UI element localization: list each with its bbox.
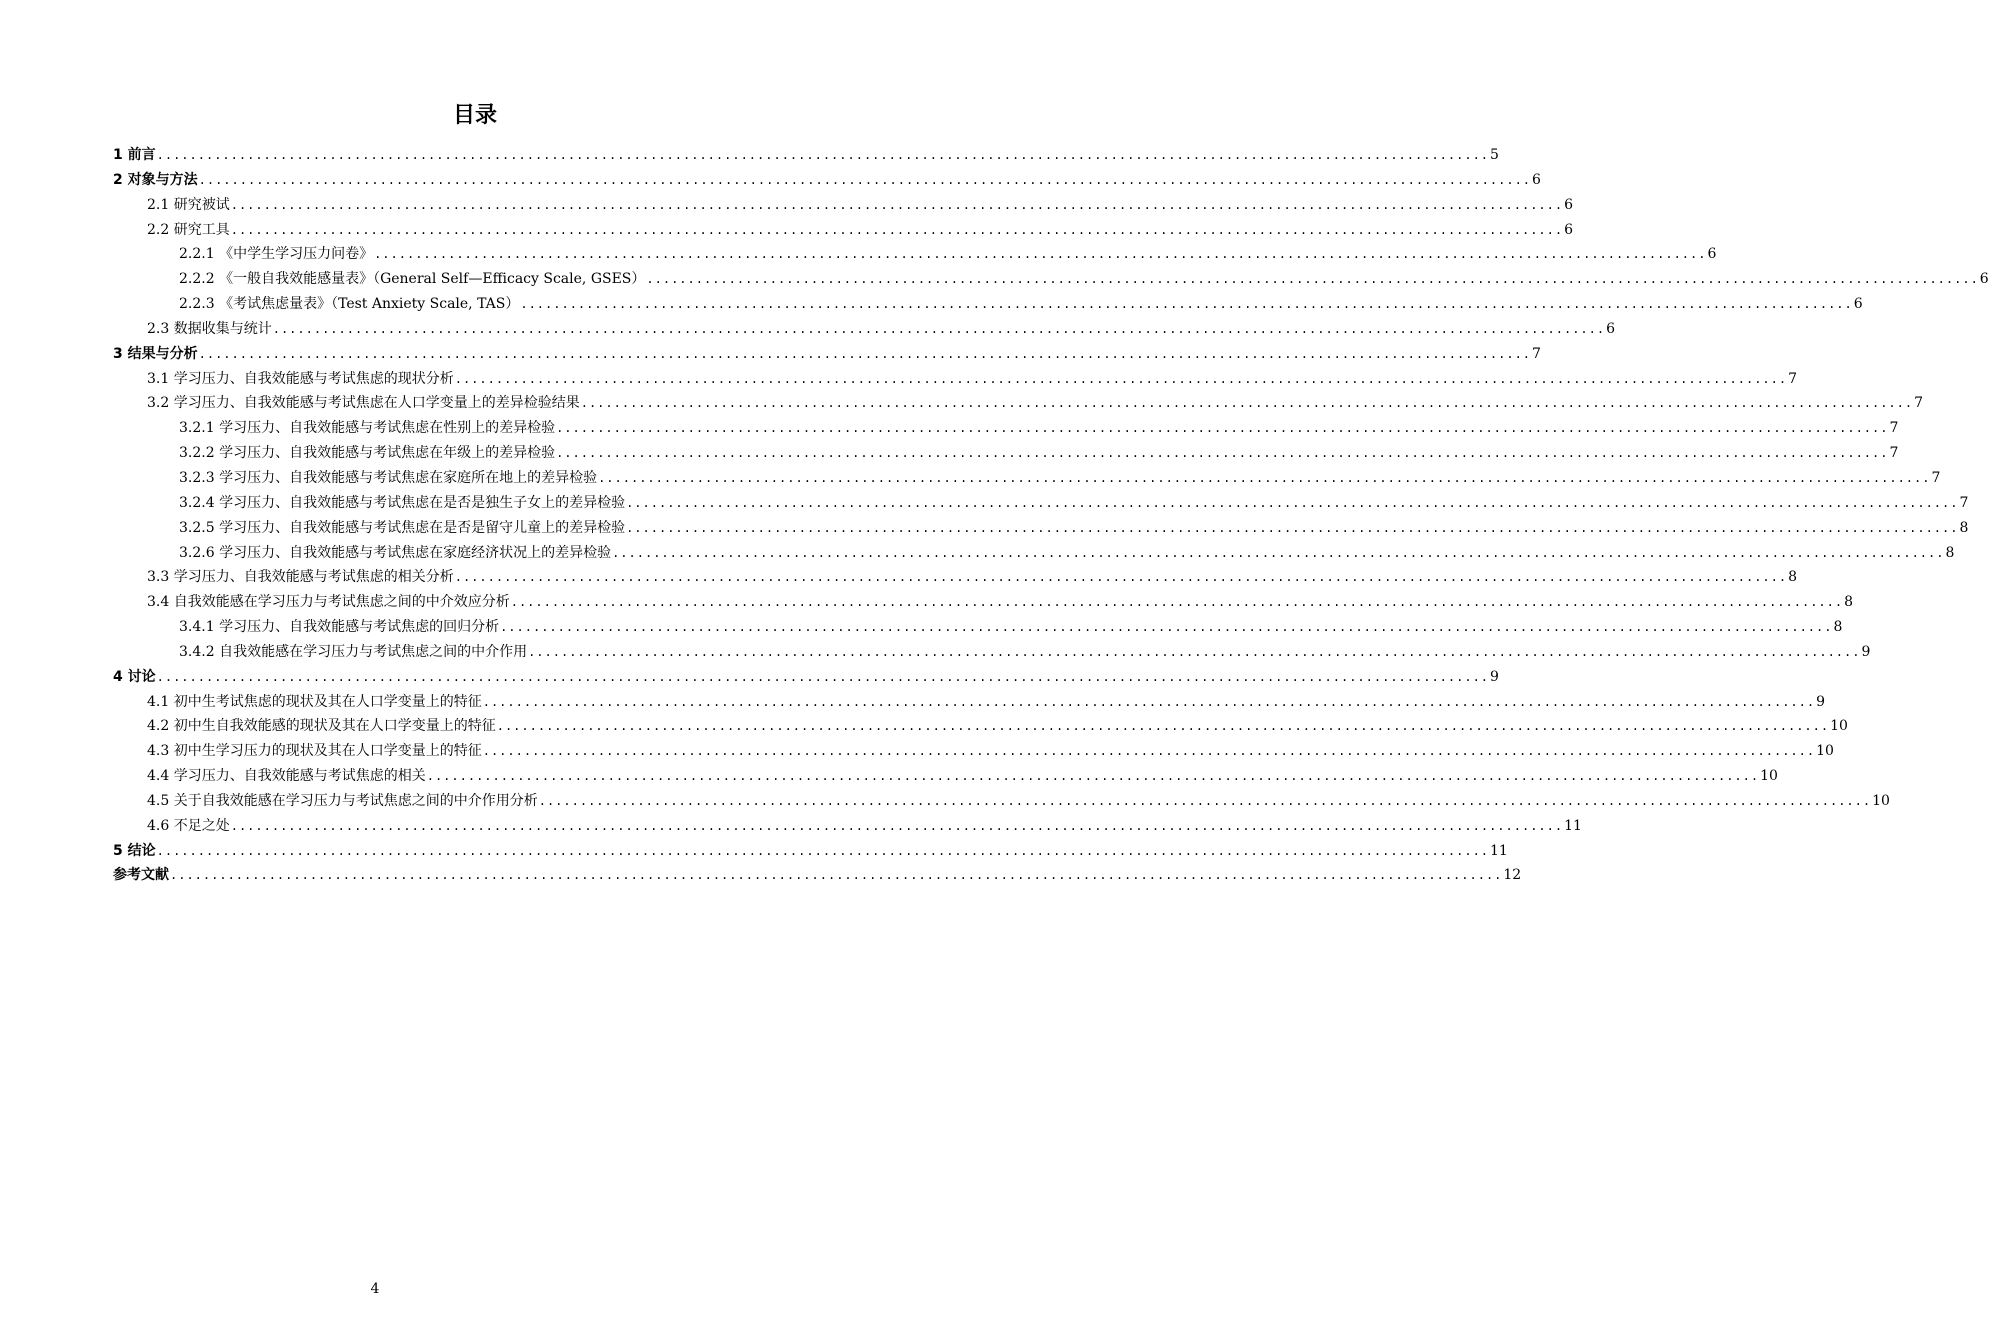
toc-entry-page: 10: [1872, 792, 1890, 809]
toc-entry[interactable]: [113, 242, 1717, 267]
toc-entry[interactable]: [113, 789, 1890, 814]
toc-dot-leader: ..................................................................................................................................................................: [230, 818, 1564, 833]
toc-dot-leader: ..................................................................................................................................................................: [626, 520, 1959, 535]
toc-dot-leader: ..................................................................................................................................................................: [482, 744, 1816, 759]
toc-entry-page: 7: [1931, 469, 1941, 486]
toc-entry-page: 10: [1830, 718, 1848, 735]
toc-entry-title: 3.4 自我效能感在学习压力与考试焦虑之间的中介效应分析: [147, 594, 510, 611]
toc-dot-leader: ..................................................................................................................................................................: [482, 694, 1816, 709]
toc-entry[interactable]: [113, 193, 1574, 218]
toc-entry[interactable]: [113, 143, 1499, 168]
toc-entry-title: 3.4.2 自我效能感在学习压力与考试焦虑之间的中介作用: [179, 643, 528, 660]
toc-entry[interactable]: [113, 615, 1843, 640]
page-number: 4: [370, 1281, 380, 1297]
toc-entry[interactable]: [113, 218, 1574, 243]
toc-dot-leader: ..................................................................................................................................................................: [646, 272, 1979, 287]
toc-dot-leader: ..................................................................................................................................................................: [454, 371, 1788, 386]
toc-entry-title: 3.2.6 学习压力、自我效能感与考试焦虑在家庭经济状况上的差异检验: [179, 544, 612, 561]
toc-entry[interactable]: [113, 516, 1969, 541]
toc-entry-title: 3.2.3 学习压力、自我效能感与考试焦虑在家庭所在地上的差异检验: [179, 469, 598, 486]
toc-entry-page: 9: [1490, 668, 1499, 685]
toc-dot-leader: ..................................................................................................................................................................: [230, 197, 1564, 212]
toc-entry[interactable]: [113, 267, 1989, 292]
toc-entry[interactable]: [113, 292, 1863, 317]
toc-entry-page: 7: [1889, 420, 1899, 437]
toc-entry[interactable]: [113, 367, 1798, 392]
toc-dot-leader: ..................................................................................................................................................................: [496, 719, 1830, 734]
toc-entry-page: 7: [1914, 395, 1924, 412]
toc-dot-leader: ..................................................................................................................................................................: [556, 446, 1889, 461]
toc-entry-title: 3.1 学习压力、自我效能感与考试焦虑的现状分析: [147, 370, 454, 387]
toc-entry[interactable]: [113, 391, 1924, 416]
toc-entry[interactable]: [113, 317, 1616, 342]
toc-dot-leader: ..................................................................................................................................................................: [538, 793, 1872, 808]
toc-entry[interactable]: [113, 541, 1955, 566]
toc-entry-page: 7: [1788, 370, 1798, 387]
toc-entry-title: 3.2.5 学习压力、自我效能感与考试焦虑在是否是留守儿童上的差异检验: [179, 519, 626, 536]
toc-entry-title: 2.2.3 《考试焦虑量表》（Test Anxiety Scale, TAS）: [179, 296, 520, 313]
toc-entry-page: 9: [1861, 643, 1871, 660]
toc-entry-page: 6: [1707, 246, 1717, 263]
toc-entry[interactable]: [113, 168, 1541, 193]
toc-dot-leader: ..................................................................................................................................................................: [454, 570, 1788, 585]
toc-dot-leader: ..................................................................................................................................................................: [580, 396, 1914, 411]
toc-entry-title: 4.6 不足之处: [147, 817, 230, 834]
toc-entry[interactable]: [113, 491, 1969, 516]
toc-entry-title: 4.5 关于自我效能感在学习压力与考试焦虑之间的中介作用分析: [147, 792, 538, 809]
toc-entry[interactable]: [113, 863, 1522, 888]
toc-entry-page: 7: [1532, 345, 1541, 362]
toc-entry[interactable]: [113, 441, 1899, 466]
toc-dot-leader: ..................................................................................................................................................................: [156, 843, 1490, 858]
toc-entry-title: 3.2.1 学习压力、自我效能感与考试焦虑在性别上的差异检验: [179, 420, 556, 437]
toc-entry-title: 3.2.2 学习压力、自我效能感与考试焦虑在年级上的差异检验: [179, 445, 556, 462]
toc-entry[interactable]: [113, 739, 1834, 764]
toc-dot-leader: ..................................................................................................................................................................: [520, 297, 1853, 312]
toc-dot-leader: ..................................................................................................................................................................: [272, 321, 1606, 336]
toc-entry-title: 2.1 研究被试: [147, 196, 230, 213]
toc-entry-page: 6: [1564, 196, 1574, 213]
toc-dot-leader: ..................................................................................................................................................................: [556, 421, 1889, 436]
toc-entry-title: 3.4.1 学习压力、自我效能感与考试焦虑的回归分析: [179, 619, 500, 636]
toc-entry-title: 参考文献: [113, 867, 169, 884]
toc-dot-leader: ..................................................................................................................................................................: [500, 620, 1833, 635]
toc-entry-page: 11: [1564, 817, 1582, 834]
table-of-contents: [113, 143, 1989, 888]
toc-entry-page: 6: [1564, 221, 1574, 238]
toc-entry-title: 1 前言: [113, 147, 156, 163]
toc-entry-title: 2.2.1 《中学生学习压力问卷》: [179, 246, 374, 263]
toc-entry-title: 2 对象与方法: [113, 171, 198, 188]
toc-entry-title: 2.2.2 《一般自我效能感量表》（General Self—Efficacy Scale, GSES）: [179, 271, 646, 288]
page-title: 目录: [452, 103, 497, 128]
toc-entry-title: 4.3 初中生学习压力的现状及其在人口学变量上的特征: [147, 743, 482, 760]
toc-entry-page: 7: [1889, 445, 1899, 462]
toc-entry-title: 5 结论: [113, 842, 156, 859]
toc-entry-page: 11: [1490, 842, 1508, 859]
toc-entry-title: 3 结果与分析: [113, 345, 198, 362]
toc-entry[interactable]: [113, 342, 1541, 367]
toc-entry-page: 5: [1490, 147, 1499, 163]
toc-entry-page: 10: [1760, 768, 1778, 785]
toc-entry-page: 9: [1816, 693, 1826, 710]
toc-entry[interactable]: [113, 814, 1582, 839]
toc-entry[interactable]: [113, 839, 1508, 864]
toc-dot-leader: ..................................................................................................................................................................: [510, 595, 1844, 610]
toc-entry-title: 2.2 研究工具: [147, 221, 230, 238]
toc-entry-page: 6: [1532, 171, 1541, 188]
toc-entry[interactable]: [113, 590, 1854, 615]
toc-dot-leader: ..................................................................................................................................................................: [198, 172, 1532, 187]
toc-entry-page: 8: [1959, 519, 1969, 536]
toc-dot-leader: ..................................................................................................................................................................: [156, 148, 1490, 162]
toc-entry-title: 3.3 学习压力、自我效能感与考试焦虑的相关分析: [147, 569, 454, 586]
toc-entry-title: 2.3 数据收集与统计: [147, 320, 272, 337]
toc-entry-title: 3.2.4 学习压力、自我效能感与考试焦虑在是否是独生子女上的差异检验: [179, 494, 626, 511]
toc-entry-title: 4.2 初中生自我效能感的现状及其在人口学变量上的特征: [147, 718, 496, 735]
toc-entry[interactable]: [113, 640, 1871, 665]
toc-entry-title: 4.4 学习压力、自我效能感与考试焦虑的相关: [147, 768, 426, 785]
toc-entry-page: 8: [1788, 569, 1798, 586]
toc-entry-title: 3.2 学习压力、自我效能感与考试焦虑在人口学变量上的差异检验结果: [147, 395, 580, 412]
toc-entry-page: 8: [1844, 594, 1854, 611]
toc-entry-page: 6: [1853, 296, 1863, 313]
toc-entry-page: 6: [1606, 320, 1616, 337]
toc-entry[interactable]: [113, 565, 1798, 590]
toc-dot-leader: ..................................................................................................................................................................: [374, 247, 1707, 262]
toc-entry[interactable]: [113, 416, 1899, 441]
toc-entry-page: 7: [1959, 494, 1969, 511]
toc-entry-page: 12: [1503, 867, 1522, 884]
toc-entry[interactable]: [113, 764, 1778, 789]
toc-entry-page: 8: [1833, 619, 1843, 636]
toc-dot-leader: ..................................................................................................................................................................: [198, 346, 1532, 361]
toc-dot-leader: ..................................................................................................................................................................: [612, 545, 1945, 560]
toc-entry-page: 10: [1816, 743, 1834, 760]
toc-dot-leader: ..................................................................................................................................................................: [170, 868, 1503, 883]
toc-entry-page: 8: [1945, 544, 1955, 561]
toc-entry[interactable]: [113, 466, 1941, 491]
toc-entry-page: 6: [1979, 271, 1989, 288]
toc-entry-title: 4 讨论: [113, 668, 156, 685]
toc-dot-leader: ..................................................................................................................................................................: [156, 669, 1490, 684]
toc-dot-leader: ..................................................................................................................................................................: [230, 222, 1564, 237]
toc-dot-leader: ..................................................................................................................................................................: [528, 644, 1861, 659]
toc-dot-leader: ..................................................................................................................................................................: [626, 495, 1959, 510]
toc-entry-title: 4.1 初中生考试焦虑的现状及其在人口学变量上的特征: [147, 693, 482, 710]
toc-entry[interactable]: [113, 690, 1826, 715]
toc-dot-leader: ..................................................................................................................................................................: [598, 470, 1931, 485]
toc-dot-leader: ..................................................................................................................................................................: [426, 769, 1760, 784]
toc-entry[interactable]: [113, 665, 1499, 690]
toc-entry[interactable]: [113, 714, 1848, 739]
